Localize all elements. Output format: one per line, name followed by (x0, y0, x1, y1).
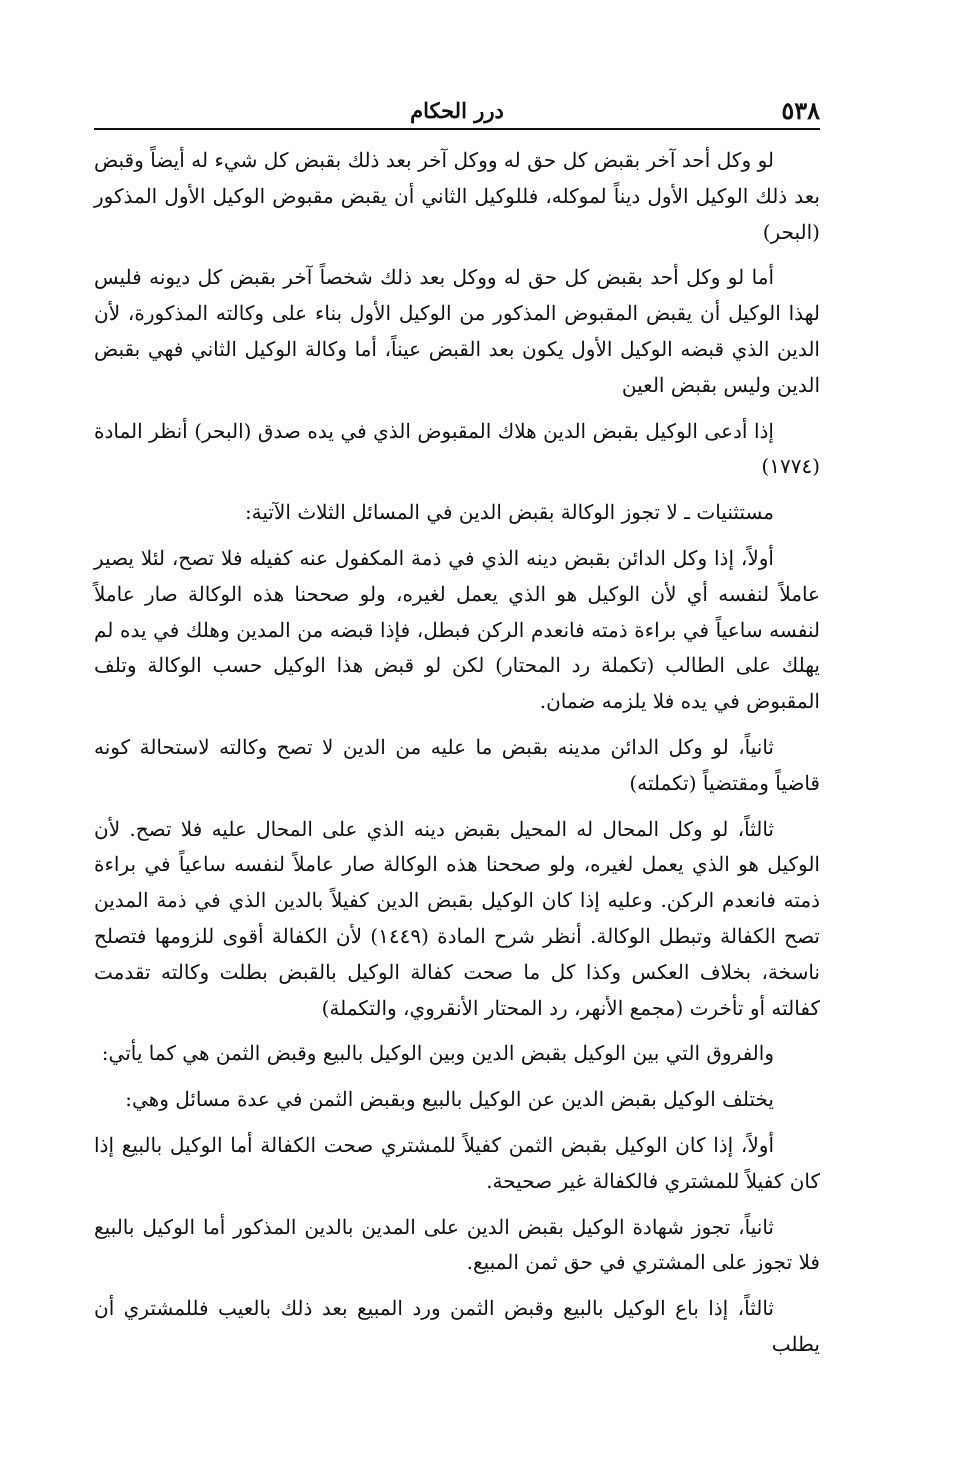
page-number: ٥٣٨ (781, 96, 820, 125)
paragraph: ثالثاً، إذا باع الوكيل بالبيع وقبض الثمن ورد المبيع بعد ذلك بالعيب فللمشتري أن يطلب (94, 1296, 820, 1356)
paragraph: يختلف الوكيل بقبض الدين عن الوكيل بالبيع وبقبض الثمن في عدة مسائل وهي: (125, 1087, 774, 1112)
paragraph: ثالثاً، لو وكل المحال له المحيل بقبض دينه الذي على المحال عليه فلا تصح. لأن الوكيل هو الذي يعمل لغيره، ولو صححنا هذه الوكالة صار عاملاً لنفسه ساعياً في براءة ذمته فانعدم الركن. وعليه إذا كان الوكيل بقبض الدين كفيلاً بالدين الذي في ذمة المدين تصح الكفالة وتبطل الوكالة. أنظر شرح المادة (١٤٤٩) لأن الكفالة أقوى للزومها فتصلح ناسخة، بخلاف العكس وكذا كل ما صحت كفالة الوكيل بالقبض بطلت وكالته تقدمت كفالته أو تأخرت (مجمع الأنهر، رد المحتار الأنقروي، والتكملة) (94, 816, 820, 1020)
page-header (94, 92, 820, 130)
page-body (94, 143, 820, 1373)
paragraph: أولاً، إذا وكل الدائن بقبض دينه الذي في ذمة المكفول عنه كفيله فلا تصح، لئلا يصير عاملاً لنفسه أي لأن الوكيل هو الذي يعمل لغيره، ولو صححنا هذه الوكالة صار عاملاً لنفسه ساعياً في براءة ذمته فانعدم الركن فبطل، فإذا قبضه من المدين وهلك في يده لم يهلك على الطالب (تكملة رد المحتار) لكن لو قبض هذا الوكيل حسب الوكالة وتلف المقبوض في يده فلا يلزمه ضمان. (94, 545, 820, 714)
section-heading: مستثنيات ـ لا تجوز الوكالة بقبض الدين في المسائل الثلاث الآتية: (244, 500, 774, 525)
paragraph: أما لو وكل أحد بقبض كل حق له ووكل بعد ذلك شخصاً آخر بقبض كل ديونه فليس لهذا الوكيل أن يقبض المقبوض المذكور من الوكيل الأول بناء على وكالته المذكورة، لأن الدين الذي قبضه الوكيل الأول يكون بعد القبض عيناً، أما وكالة الوكيل الثاني فهي بقبض الدين وليس بقبض العين (94, 265, 820, 397)
paragraph: ثانياً، لو وكل الدائن مدينه بقبض ما عليه من الدين لا تصح وكالته لاستحالة كونه قاضياً ومقتضياً (تكملته) (94, 734, 820, 795)
paragraph: ثانياً، تجوز شهادة الوكيل بقبض الدين على المدين بالدين المذكور أما الوكيل بالبيع فلا تجوز على المشتري في حق ثمن المبيع. (94, 1214, 820, 1275)
paragraph: والفروق التي بين الوكيل بقبض الدين وبين الوكيل بالبيع وقبض الثمن هي كما يأتي: (101, 1041, 774, 1066)
paragraph: أولاً، إذا كان الوكيل بقبض الثمن كفيلاً للمشتري صحت الكفالة أما الوكيل بالبيع إذا كان كفيلاً للمشتري فالكفالة غير صحيحة. (94, 1132, 820, 1193)
book-title: درر الحكام (410, 98, 504, 123)
paragraph: لو وكل أحد آخر بقبض كل حق له ووكل آخر بعد ذلك بقبض كل شيء له أيضاً وقبض بعد ذلك الوكيل الأول ديناً لموكله، فللوكيل الثاني أن يقبض مقبوض الوكيل الأول المذكور (البحر) (94, 148, 820, 244)
paragraph: إذا أدعى الوكيل بقبض الدين هلاك المقبوض الذي في يده صدق (البحر) أنظر المادة (١٧٧٤) (94, 418, 820, 479)
